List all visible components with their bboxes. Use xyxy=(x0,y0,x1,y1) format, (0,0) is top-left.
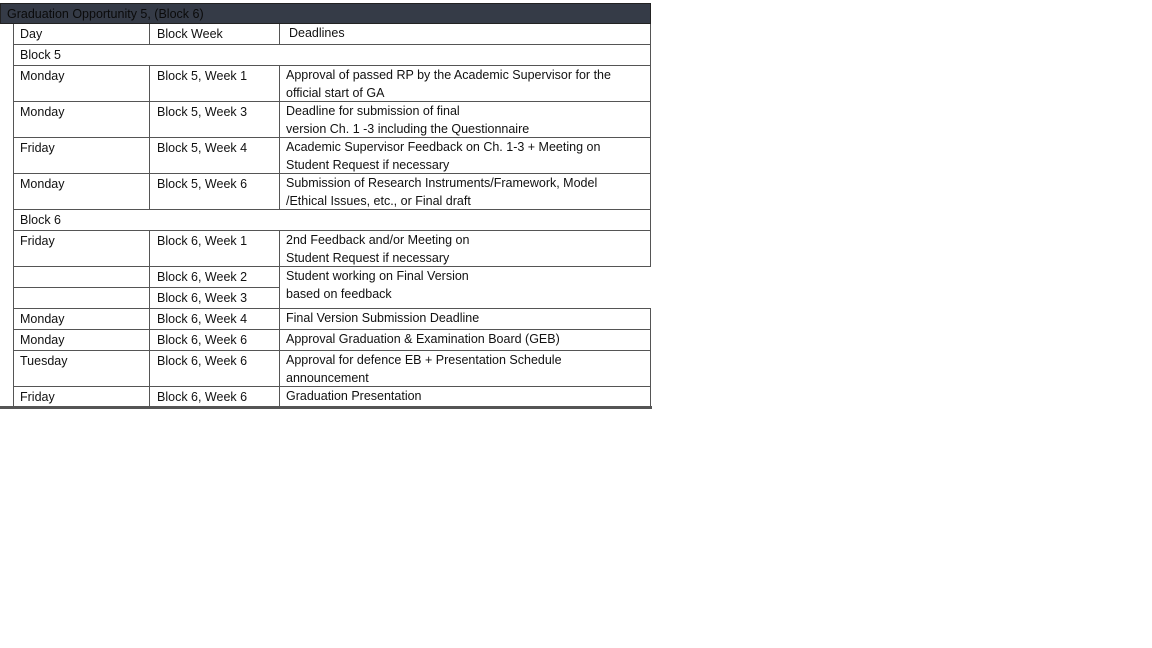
deadline-line: announcement xyxy=(286,370,369,385)
table-title: Graduation Opportunity 5, (Block 6) xyxy=(0,3,651,24)
deadline-line: Final Version Submission Deadline xyxy=(286,311,480,325)
deadline-line: 2nd Feedback and/or Meeting on xyxy=(286,233,470,247)
block-week-cell: Block 6, Week 2 xyxy=(150,267,280,287)
table-row xyxy=(13,309,651,330)
deadline-line: Approval of passed RP by the Academic Supervisor for the xyxy=(286,68,611,82)
block-week-cell: Block 5, Week 4 xyxy=(150,138,280,173)
header-row xyxy=(13,24,651,45)
block-week-cell: Block 5, Week 6 xyxy=(150,174,280,209)
header-day: Day xyxy=(13,24,150,44)
day-cell: Monday xyxy=(13,330,150,350)
deadline-cell xyxy=(280,174,651,209)
deadline-line: Student working on Final Version xyxy=(286,269,469,283)
day-cell: Monday xyxy=(13,174,150,209)
table-row xyxy=(13,102,651,138)
block-week-cell: Block 5, Week 3 xyxy=(150,102,280,137)
section-row-block6 xyxy=(13,210,651,231)
block-week-cell: Block 6, Week 6 xyxy=(150,330,280,350)
table-row xyxy=(13,231,651,267)
day-cell: Monday xyxy=(13,66,150,101)
day-cell: Monday xyxy=(13,102,150,137)
deadline-cell xyxy=(280,309,651,329)
day-cell: Friday xyxy=(13,138,150,173)
header-block-week: Block Week xyxy=(150,24,280,44)
deadline-cell xyxy=(280,351,651,386)
deadline-cell xyxy=(280,138,651,173)
deadline-cell xyxy=(280,330,651,350)
table-bottom-border xyxy=(0,406,652,409)
deadline-line: Graduation Presentation xyxy=(286,389,422,403)
deadline-line: Deadline for submission of final xyxy=(286,104,460,118)
deadline-cell xyxy=(280,387,651,408)
header-deadlines: Deadlines xyxy=(289,26,345,40)
merged-deadline-cell xyxy=(280,267,651,309)
table-row xyxy=(13,330,651,351)
deadline-cell xyxy=(280,231,651,266)
day-cell: Friday xyxy=(13,387,150,408)
section-label: Block 5 xyxy=(20,48,61,62)
deadline-line: official start of GA xyxy=(286,85,385,100)
deadline-line: /Ethical Issues, etc., or Final draft xyxy=(286,193,471,208)
day-cell: Friday xyxy=(13,231,150,266)
deadline-line: Student Request if necessary xyxy=(286,250,450,265)
day-cell xyxy=(13,288,150,308)
block-week-cell: Block 6, Week 4 xyxy=(150,309,280,329)
block-week-cell: Block 6, Week 6 xyxy=(150,351,280,386)
deadline-line: based on feedback xyxy=(286,286,392,301)
day-cell xyxy=(13,267,150,287)
block-week-cell: Block 5, Week 1 xyxy=(150,66,280,101)
block-week-cell: Block 6, Week 1 xyxy=(150,231,280,266)
block-week-cell: Block 6, Week 3 xyxy=(150,288,280,308)
deadline-line: Approval for defence EB + Presentation Schedule xyxy=(286,353,562,367)
table-row xyxy=(13,174,651,210)
deadline-line: Approval Graduation & Examination Board (GEB) xyxy=(286,332,560,346)
table-row xyxy=(13,351,651,387)
deadline-line: version Ch. 1 -3 including the Questionnaire xyxy=(286,121,530,136)
deadline-line: Submission of Research Instruments/Framework, Model xyxy=(286,176,598,190)
day-cell: Monday xyxy=(13,309,150,329)
deadline-cell xyxy=(280,102,651,137)
table-row xyxy=(13,387,651,408)
table-row xyxy=(13,138,651,174)
block-week-cell: Block 6, Week 6 xyxy=(150,387,280,408)
deadline-cell xyxy=(280,66,651,101)
section-label: Block 6 xyxy=(20,213,61,227)
deadline-line: Student Request if necessary xyxy=(286,157,450,172)
section-row-block5 xyxy=(13,45,651,66)
deadline-line: Academic Supervisor Feedback on Ch. 1-3 + Meeting on xyxy=(286,140,601,154)
table-row xyxy=(13,66,651,102)
day-cell: Tuesday xyxy=(13,351,150,386)
